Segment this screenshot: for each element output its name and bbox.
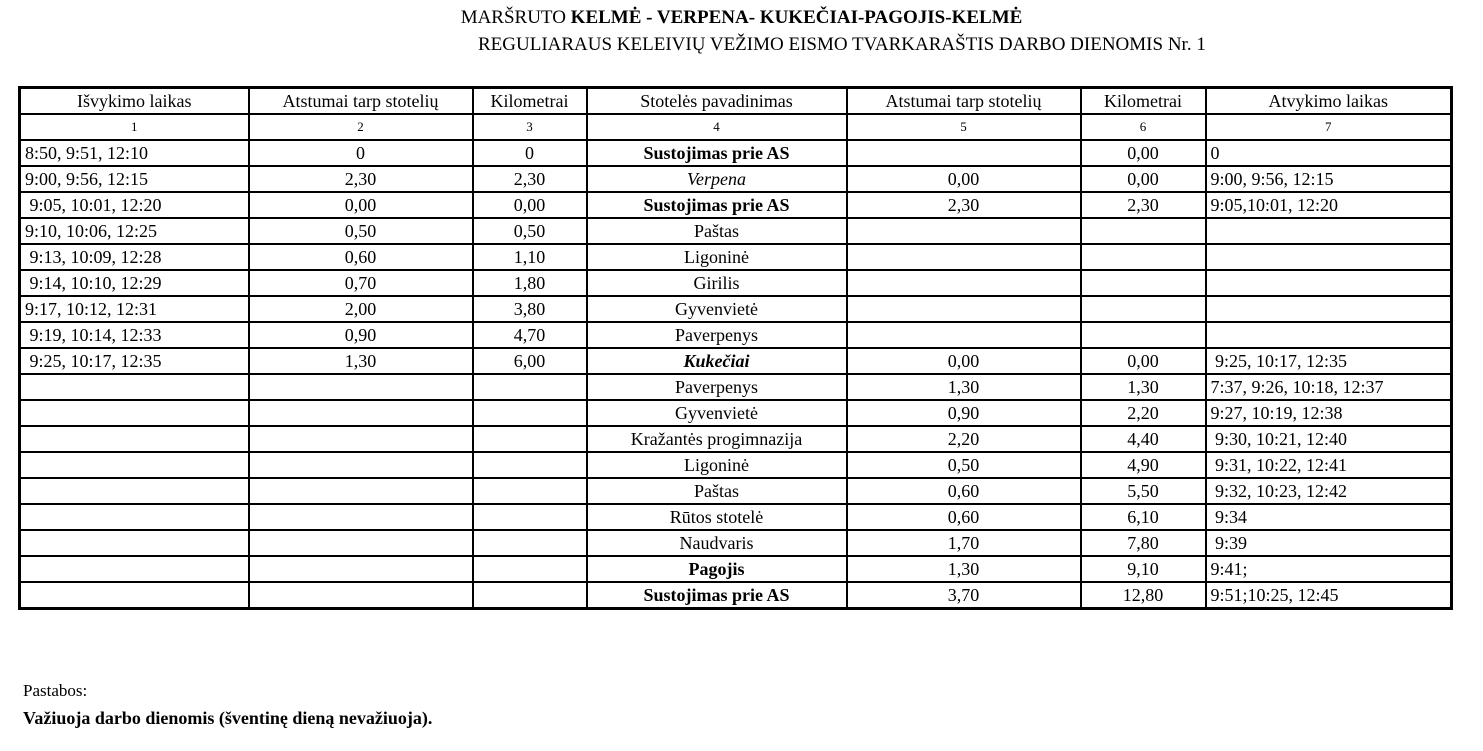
header-row xyxy=(20,88,1452,115)
return-kilometers-cell: 0,00 xyxy=(1081,140,1206,166)
departure-time-cell xyxy=(20,452,249,478)
distance-cell: 0 xyxy=(249,140,473,166)
departure-time-cell xyxy=(20,400,249,426)
stop-name-cell: Naudvaris xyxy=(587,530,847,556)
departure-time-cell: 9:25, 10:17, 12:35 xyxy=(20,348,249,374)
return-kilometers-cell: 4,90 xyxy=(1081,452,1206,478)
table-row xyxy=(20,582,1452,609)
arrival-time-cell: 9:32, 10:23, 12:42 xyxy=(1206,478,1452,504)
kilometers-cell: 0,50 xyxy=(473,218,587,244)
return-kilometers-cell xyxy=(1081,218,1206,244)
kilometers-cell: 0,00 xyxy=(473,192,587,218)
header-departure-time: Išvykimo laikas xyxy=(20,88,249,115)
table-row xyxy=(20,530,1452,556)
return-distance-cell: 0,60 xyxy=(847,504,1081,530)
table-row xyxy=(20,374,1452,400)
return-kilometers-cell: 0,00 xyxy=(1081,348,1206,374)
table-row xyxy=(20,556,1452,582)
table-row xyxy=(20,322,1452,348)
arrival-time-cell: 9:27, 10:19, 12:38 xyxy=(1206,400,1452,426)
arrival-time-cell: 0 xyxy=(1206,140,1452,166)
header-arrival-time: Atvykimo laikas xyxy=(1206,88,1452,115)
distance-cell: 0,70 xyxy=(249,270,473,296)
notes-label: Pastabos: xyxy=(23,681,88,700)
return-kilometers-cell: 2,20 xyxy=(1081,400,1206,426)
table-row xyxy=(20,270,1452,296)
kilometers-cell: 3,80 xyxy=(473,296,587,322)
table-row xyxy=(20,478,1452,504)
departure-time-cell: 9:13, 10:09, 12:28 xyxy=(20,244,249,270)
departure-time-cell: 9:10, 10:06, 12:25 xyxy=(20,218,249,244)
return-kilometers-cell: 1,30 xyxy=(1081,374,1206,400)
title-prefix: MARŠRUTO xyxy=(460,7,571,28)
kilometers-cell: 6,00 xyxy=(473,348,587,374)
arrival-time-cell: 9:31, 10:22, 12:41 xyxy=(1206,452,1452,478)
arrival-time-cell: 9:39 xyxy=(1206,530,1452,556)
kilometers-cell xyxy=(473,452,587,478)
return-distance-cell xyxy=(847,244,1081,270)
departure-time-cell: 9:14, 10:10, 12:29 xyxy=(20,270,249,296)
table-row xyxy=(20,244,1452,270)
stop-name-cell: Paštas xyxy=(587,218,847,244)
return-kilometers-cell: 5,50 xyxy=(1081,478,1206,504)
departure-time-cell xyxy=(20,478,249,504)
arrival-time-cell: 9:51;10:25, 12:45 xyxy=(1206,582,1452,609)
kilometers-cell: 0 xyxy=(473,140,587,166)
return-distance-cell: 0,60 xyxy=(847,478,1081,504)
notes-text: Važiuoja darbo dienomis (šventinę dieną nevažiuoja). xyxy=(23,708,433,728)
stop-name-cell: Kukečiai xyxy=(587,348,847,374)
kilometers-cell xyxy=(473,374,587,400)
distance-cell: 2,00 xyxy=(249,296,473,322)
return-distance-cell xyxy=(847,140,1081,166)
stop-name-cell: Paštas xyxy=(587,478,847,504)
departure-time-cell: 9:00, 9:56, 12:15 xyxy=(20,166,249,192)
stop-name-cell: Gyvenvietė xyxy=(587,400,847,426)
return-kilometers-cell xyxy=(1081,322,1206,348)
kilometers-cell xyxy=(473,530,587,556)
return-distance-cell xyxy=(847,270,1081,296)
kilometers-cell: 1,10 xyxy=(473,244,587,270)
kilometers-cell xyxy=(473,478,587,504)
departure-time-cell xyxy=(20,504,249,530)
header-distance-between-stops-return: Atstumai tarp stotelių xyxy=(847,88,1081,115)
return-distance-cell: 2,20 xyxy=(847,426,1081,452)
kilometers-cell xyxy=(473,400,587,426)
arrival-time-cell: 7:37, 9:26, 10:18, 12:37 xyxy=(1206,374,1452,400)
return-distance-cell xyxy=(847,322,1081,348)
stop-name-cell: Paverpenys xyxy=(587,374,847,400)
distance-cell xyxy=(249,452,473,478)
stop-name-cell: Paverpenys xyxy=(587,322,847,348)
return-kilometers-cell: 12,80 xyxy=(1081,582,1206,609)
column-number: 2 xyxy=(249,114,473,140)
arrival-time-cell xyxy=(1206,270,1452,296)
header-stop-name: Stotelės pavadinimas xyxy=(587,88,847,115)
stop-name-cell: Sustojimas prie AS xyxy=(587,140,847,166)
return-distance-cell: 1,30 xyxy=(847,556,1081,582)
column-number: 4 xyxy=(587,114,847,140)
distance-cell xyxy=(249,504,473,530)
arrival-time-cell: 9:41; xyxy=(1206,556,1452,582)
column-number: 7 xyxy=(1206,114,1452,140)
return-kilometers-cell xyxy=(1081,270,1206,296)
departure-time-cell xyxy=(20,582,249,609)
stop-name-cell: Sustojimas prie AS xyxy=(587,192,847,218)
arrival-time-cell xyxy=(1206,244,1452,270)
return-distance-cell: 0,50 xyxy=(847,452,1081,478)
distance-cell: 0,50 xyxy=(249,218,473,244)
return-kilometers-cell: 6,10 xyxy=(1081,504,1206,530)
stop-name-cell: Ligoninė xyxy=(587,452,847,478)
distance-cell xyxy=(249,400,473,426)
distance-cell xyxy=(249,426,473,452)
return-kilometers-cell: 9,10 xyxy=(1081,556,1206,582)
return-distance-cell: 1,30 xyxy=(847,374,1081,400)
schedule-body xyxy=(20,140,1452,609)
return-distance-cell: 3,70 xyxy=(847,582,1081,609)
return-kilometers-cell xyxy=(1081,244,1206,270)
stop-name-cell: Girilis xyxy=(587,270,847,296)
header-kilometers: Kilometrai xyxy=(473,88,587,115)
table-row xyxy=(20,166,1452,192)
distance-cell: 2,30 xyxy=(249,166,473,192)
stop-name-cell: Ligoninė xyxy=(587,244,847,270)
stop-name-cell: Pagojis xyxy=(587,556,847,582)
column-number: 1 xyxy=(20,114,249,140)
distance-cell: 0,60 xyxy=(249,244,473,270)
column-number-row xyxy=(20,114,1452,140)
return-kilometers-cell: 7,80 xyxy=(1081,530,1206,556)
arrival-time-cell xyxy=(1206,322,1452,348)
return-distance-cell: 2,30 xyxy=(847,192,1081,218)
departure-time-cell: 9:05, 10:01, 12:20 xyxy=(20,192,249,218)
return-distance-cell: 0,00 xyxy=(847,348,1081,374)
return-distance-cell: 0,90 xyxy=(847,400,1081,426)
table-row xyxy=(20,504,1452,530)
table-row xyxy=(20,140,1452,166)
kilometers-cell xyxy=(473,556,587,582)
kilometers-cell: 1,80 xyxy=(473,270,587,296)
return-distance-cell xyxy=(847,218,1081,244)
distance-cell xyxy=(249,478,473,504)
table-row xyxy=(20,348,1452,374)
header-distance-between-stops: Atstumai tarp stotelių xyxy=(249,88,473,115)
stop-name-cell: Rūtos stotelė xyxy=(587,504,847,530)
stop-name-cell: Gyvenvietė xyxy=(587,296,847,322)
kilometers-cell xyxy=(473,504,587,530)
kilometers-cell: 2,30 xyxy=(473,166,587,192)
distance-cell xyxy=(249,582,473,609)
table-row xyxy=(20,218,1452,244)
departure-time-cell xyxy=(20,530,249,556)
column-number: 3 xyxy=(473,114,587,140)
kilometers-cell: 4,70 xyxy=(473,322,587,348)
departure-time-cell xyxy=(20,426,249,452)
header-kilometers-return: Kilometrai xyxy=(1081,88,1206,115)
distance-cell xyxy=(249,374,473,400)
return-kilometers-cell: 4,40 xyxy=(1081,426,1206,452)
schedule-table xyxy=(18,86,1453,610)
arrival-time-cell: 9:25, 10:17, 12:35 xyxy=(1206,348,1452,374)
departure-time-cell xyxy=(20,374,249,400)
table-row xyxy=(20,296,1452,322)
distance-cell: 1,30 xyxy=(249,348,473,374)
document-subtitle: REGULIARAUS KELEIVIŲ VEŽIMO EISMO TVARKARAŠTIS DARBO DIENOMIS Nr. 1 xyxy=(478,34,1206,55)
stop-name-cell: Verpena xyxy=(587,166,847,192)
distance-cell: 0,00 xyxy=(249,192,473,218)
return-distance-cell: 1,70 xyxy=(847,530,1081,556)
departure-time-cell: 9:17, 10:12, 12:31 xyxy=(20,296,249,322)
arrival-time-cell: 9:30, 10:21, 12:40 xyxy=(1206,426,1452,452)
document-title xyxy=(0,6,1483,30)
table-row xyxy=(20,192,1452,218)
arrival-time-cell xyxy=(1206,296,1452,322)
table-row xyxy=(20,426,1452,452)
table-row xyxy=(20,452,1452,478)
stop-name-cell: Sustojimas prie AS xyxy=(587,582,847,609)
distance-cell: 0,90 xyxy=(249,322,473,348)
return-distance-cell xyxy=(847,296,1081,322)
column-number: 6 xyxy=(1081,114,1206,140)
kilometers-cell xyxy=(473,426,587,452)
distance-cell xyxy=(249,530,473,556)
table-row xyxy=(20,400,1452,426)
route-name: KELMĖ - VERPENA- KUKEČIAI-PAGOJIS-KELMĖ xyxy=(570,7,1023,28)
arrival-time-cell: 9:05,10:01, 12:20 xyxy=(1206,192,1452,218)
column-number: 5 xyxy=(847,114,1081,140)
departure-time-cell xyxy=(20,556,249,582)
stop-name-cell: Kražantės progimnazija xyxy=(587,426,847,452)
return-kilometers-cell xyxy=(1081,296,1206,322)
arrival-time-cell: 9:34 xyxy=(1206,504,1452,530)
arrival-time-cell: 9:00, 9:56, 12:15 xyxy=(1206,166,1452,192)
return-kilometers-cell: 0,00 xyxy=(1081,166,1206,192)
arrival-time-cell xyxy=(1206,218,1452,244)
return-kilometers-cell: 2,30 xyxy=(1081,192,1206,218)
distance-cell xyxy=(249,556,473,582)
kilometers-cell xyxy=(473,582,587,609)
departure-time-cell: 9:19, 10:14, 12:33 xyxy=(20,322,249,348)
return-distance-cell: 0,00 xyxy=(847,166,1081,192)
departure-time-cell: 8:50, 9:51, 12:10 xyxy=(20,140,249,166)
